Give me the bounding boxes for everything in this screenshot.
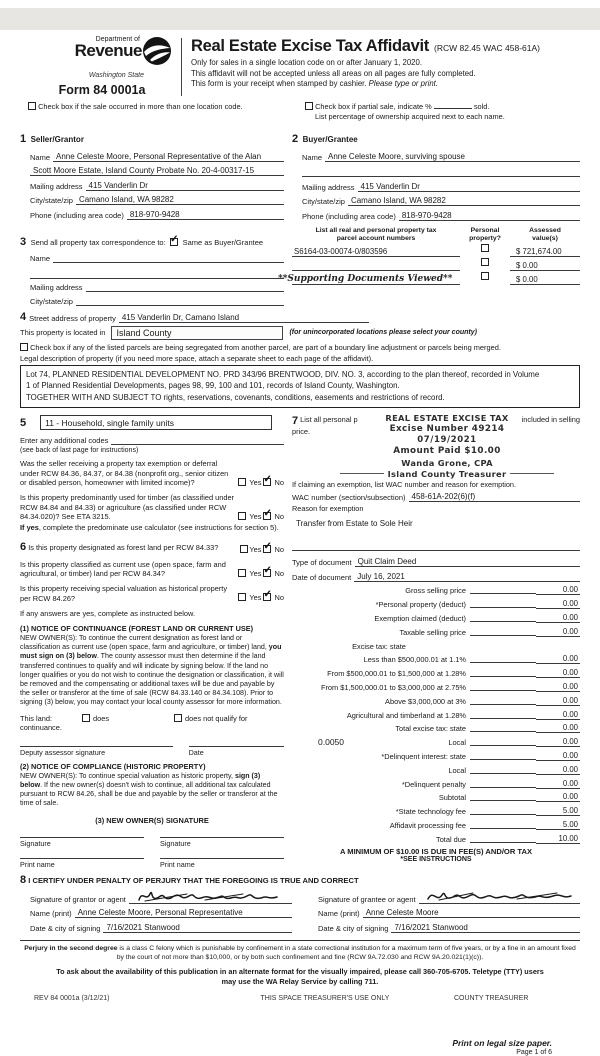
checkbox-s6-q3-yes[interactable] (238, 593, 246, 601)
seller-mailing-input[interactable]: 415 Vanderlin Dr (86, 181, 284, 191)
grantee-signature-block (318, 886, 580, 933)
stamp-line1: REAL ESTATE EXCISE TAX (385, 413, 509, 424)
fee-fill-line (470, 718, 536, 719)
fee-label: Total excise tax: state (395, 724, 466, 734)
s6-question1-text: Is this property designated as forest land per RCW 84.33? (28, 543, 219, 553)
fee-value[interactable]: 0.00 (536, 627, 580, 637)
section6-number: 6 (20, 541, 27, 554)
s5-if-yes-bold: If yes (20, 522, 39, 532)
excise-header-label: Excise tax: state (352, 641, 406, 651)
grantee-signature-image (425, 887, 575, 905)
street-address-label: Street address of property (29, 313, 116, 323)
fee-row-taxable (292, 623, 580, 637)
checkbox-segregated[interactable] (20, 343, 28, 351)
section5-6-column (20, 415, 292, 868)
fee-value[interactable]: 10.00 (536, 834, 580, 844)
excise-tax-state-header (292, 637, 580, 651)
no-label: No (274, 477, 284, 487)
fee-fill-line (470, 607, 536, 608)
fee-row-technology-fee (292, 802, 580, 816)
fee-label: From $1,500,000.01 to $3,000,000 at 2.75% (320, 682, 466, 692)
fee-label: Exemption claimed (deduct) (374, 613, 466, 623)
assessed-value-input-2[interactable]: $ 0.00 (510, 261, 580, 271)
checkbox-s5-q2-no[interactable] (263, 507, 272, 520)
dor-logo-block (20, 36, 172, 97)
grantee-date-label: Date & city of signing (318, 923, 389, 933)
checkbox-s6-q1-yes[interactable] (240, 545, 248, 553)
owner-signature-label-1: Signature (20, 838, 51, 848)
county-treasurer-label: COUNTY TREASURER (454, 994, 529, 1002)
fee-label: Taxable selling price (399, 627, 466, 637)
correspondence-mailing-input[interactable] (86, 283, 284, 292)
parcel-col-header-line1: List all real and personal property tax (315, 226, 437, 234)
fee-row-total-state (292, 720, 580, 734)
buyer-phone-label: Phone (including area code) (302, 211, 396, 221)
fee-value[interactable]: 0.00 (536, 585, 580, 595)
assessed-value-input-3[interactable]: $ 0.00 (510, 275, 580, 285)
fee-value[interactable]: 0.00 (536, 696, 580, 706)
supporting-documents-stamp-note: **Supporting Documents Viewed** (278, 274, 453, 285)
parcel-number-input-3[interactable] (278, 274, 460, 285)
no-label: No (274, 511, 284, 521)
fee-label: Agricultural and timberland at 1.28% (346, 710, 466, 720)
fee-label: Gross selling price (405, 586, 466, 596)
buyer-name-input[interactable]: Anne Celeste Moore, surviving spouse (325, 152, 580, 162)
correspondence-name-line2-input[interactable] (30, 268, 284, 279)
fee-value[interactable]: 0.00 (536, 723, 580, 733)
affidavit-page (0, 8, 600, 1056)
perjury-divider (20, 940, 580, 941)
checkbox-s6-q2-no-mark: ✓ (263, 565, 272, 576)
buyer-mailing-input[interactable]: 415 Vanderlin Dr (358, 182, 580, 192)
fee-value[interactable]: 0.00 (536, 737, 580, 747)
section4-number: 4 (20, 310, 27, 323)
section1-number: 1 (20, 133, 27, 145)
assessed-col-line2: value(s) (532, 234, 558, 242)
fee-value[interactable]: 0.00 (536, 682, 580, 692)
s7-intro-cont: price. (292, 427, 311, 437)
minimum-due-note: A MINIMUM OF $10.00 IS DUE IN FEE(S) AND/OR TAX (339, 846, 533, 856)
grantor-signature-block (30, 886, 292, 933)
fee-row-tier1 (292, 651, 580, 665)
fee-row-delinquent-interest-local (292, 761, 580, 775)
fee-value[interactable]: 0.00 (536, 751, 580, 761)
correspondence-city-label: City/state/zip (30, 296, 73, 306)
grantor-date-input[interactable]: 7/16/2021 Stanwood (103, 923, 292, 933)
scan-gray-band (0, 8, 600, 30)
local-rate: 0.0050 (318, 737, 344, 748)
rev-number: REV 84 0001a (3/12/21) (34, 994, 110, 1002)
yes-label: Yes (249, 477, 262, 487)
yes-label: Yes (249, 544, 262, 554)
fee-fill-line (470, 773, 536, 774)
section1-title: Seller/Grantor (30, 135, 84, 144)
fee-fill-line (470, 621, 536, 622)
notice1-bold: you must sign on (3) below (20, 643, 282, 661)
fee-row-subtotal (292, 789, 580, 803)
perjury-body: is a class C felony which is punishable by confinement in a state correctional institution for a maximum term of five years, or by a fine in an amount fixed by the court of not more than $10,000, or by both such confinement and fine (RCW 9A.72.030 and RCW 9A.20.021(1)(c)). (116, 944, 576, 962)
doc-date-label: Date of document (292, 572, 352, 582)
grantee-name-input[interactable]: Anne Celeste Moore (363, 908, 580, 918)
alt-format-note: To ask about the availability of this publication in an alternate format for the visually impaired, please call 360-705-6705. Teletype (TTY) users may use the WA Relay Service by calling 711. (56, 966, 544, 986)
parcel-number-input[interactable]: S6164-03-00074-0/803596 (292, 247, 460, 257)
fee-value[interactable]: 0.00 (536, 668, 580, 678)
fee-row-delinquent-interest-state (292, 747, 580, 761)
new-owner-signature-title: (3) NEW OWNER(S) SIGNATURE (95, 815, 209, 825)
fee-fill-line (470, 787, 536, 788)
header-divider (181, 38, 182, 96)
fee-fill-line (470, 759, 536, 760)
checkbox-personal-property-1[interactable] (481, 244, 489, 252)
checkbox-s6-q1-no-mark: ✓ (263, 540, 272, 552)
buyer-column (278, 127, 580, 306)
wac-number-label: WAC number (section/subsection) (292, 493, 406, 503)
notice2-title: (2) NOTICE OF COMPLIANCE (HISTORIC PROPERTY) (20, 761, 206, 771)
checkbox-multi-location[interactable] (28, 102, 36, 110)
seller-phone-input[interactable]: 818-970-9428 (127, 210, 284, 220)
fee-row-personal-deduct (292, 595, 580, 609)
s6-question3: Is this property receiving special valuation as historical property per RCW 84.26? (20, 584, 228, 603)
county-select[interactable]: Island County (111, 326, 283, 340)
correspondence-mailing-label: Mailing address (30, 283, 83, 292)
fee-value[interactable]: 0.00 (536, 779, 580, 789)
stamp-county-treasurer: Island County Treasurer (387, 468, 507, 479)
top-check-row (20, 102, 580, 121)
subtitle-line3-text: This form is your receipt when stamped by cashier. (191, 79, 369, 89)
fee-row-processing-fee (292, 816, 580, 830)
seller-phone-label: Phone (including area code) (30, 210, 124, 220)
fee-row-delinquent-penalty (292, 775, 580, 789)
fee-label: Local (448, 738, 466, 748)
fee-value[interactable]: 0.00 (536, 710, 580, 720)
deputy-date-label: Date (188, 747, 204, 757)
notice1-pre: NEW OWNER(S): To continue the current designation as forest land or classification as current use (open space, farm and agriculture, or timber) land, (20, 633, 269, 652)
section3-title: Send all property tax correspondence to: (30, 237, 166, 247)
legal-description-box[interactable] (20, 365, 580, 409)
fee-fill-line (470, 690, 536, 691)
fee-label: Total due (436, 834, 466, 844)
section4 (20, 311, 580, 409)
legal-line1: Lot 74, PLANNED RESIDENTIAL DEVELOPMENT NO. PRD 343/96 BRENTWOOD, DIV. NO. 3, according to the plan thereof, recorded in Volume (26, 369, 540, 379)
fee-label: *State technology fee (395, 807, 466, 817)
correspondence-name-input[interactable] (53, 254, 284, 263)
s5-if-yes-rest: , complete the predominate use calculator (see instructions for section 5). (38, 522, 279, 532)
revenue-wordmark: Revenue (74, 41, 142, 60)
checkbox-s5-q1-no-mark: ✓ (263, 473, 272, 485)
section7-column (292, 415, 580, 868)
grantor-name-label: Name (print) (30, 909, 72, 918)
rcw-reference: (RCW 82.45 WAC 458-61A) (434, 43, 540, 53)
seller-mailing-label: Mailing address (30, 181, 83, 191)
located-in-label: This property is located in (20, 328, 106, 337)
partial-sale-label: Check box if partial sale, indicate % (315, 102, 432, 111)
s6-question1 (20, 540, 240, 554)
yes-label: Yes (249, 569, 262, 578)
checkbox-s5-q1-no[interactable] (263, 473, 272, 486)
owner-print-label-1: Print name (20, 859, 55, 869)
continuance-label: continuance. (20, 722, 62, 732)
fee-value[interactable]: 0.00 (536, 792, 580, 802)
treasurer-use-only-label: THIS SPACE TREASURER'S USE ONLY (260, 994, 390, 1002)
fee-row-total-due (292, 830, 580, 844)
legal-description-label: Legal description of property (if you need more space, attach a separate sheet to each page of the affidavit). (20, 353, 374, 363)
checkbox-same-as-buyer-mark: ✓ (170, 233, 179, 245)
correspondence-name-label: Name (30, 254, 51, 263)
fee-row-agricultural (292, 706, 580, 720)
fee-value[interactable]: 5.00 (536, 806, 580, 816)
checkbox-s6-q1-no[interactable] (263, 540, 272, 553)
perjury-note (20, 944, 580, 963)
reason-blank-line[interactable] (292, 540, 580, 551)
section8-title: I CERTIFY UNDER PENALTY OF PERJURY THAT THE FOREGOING IS TRUE AND CORRECT (28, 875, 359, 885)
reason-for-exemption-input[interactable]: Transfer from Estate to Sole Heir (296, 519, 413, 529)
grantee-sig-label: Signature of grantee or agent (318, 894, 416, 904)
personal-col-line2: property? (469, 234, 501, 242)
parcel-col-header (292, 227, 460, 244)
fee-row-tier2 (292, 664, 580, 678)
parcel-col-header-line2: parcel account numbers (336, 234, 416, 242)
fee-label: From $500,000.01 to $1,500,000 at 1.28% (327, 669, 466, 679)
does-not-label: does not qualify for (185, 713, 248, 723)
seller-name-label: Name (30, 152, 51, 162)
grantor-name-input[interactable]: Anne Celeste Moore, Personal Representative (75, 908, 292, 918)
checkbox-partial-sale[interactable] (305, 102, 313, 110)
fee-label: Less than $500,000.01 at 1.1% (363, 655, 466, 665)
checkbox-s6-q2-no[interactable] (263, 565, 272, 577)
s5-question1: Was the seller receiving a property tax exemption or deferral under RCW 84.36, 84.37, or 84.38 (nonprofit org., senior citizen or disabled person, homeowner with limited income)? (20, 459, 229, 488)
grantee-name-label: Name (print) (318, 909, 360, 918)
subtitle-line3 (191, 79, 580, 90)
fee-label: *Personal property (deduct) (375, 600, 466, 610)
section7-number: 7 (292, 415, 299, 428)
no-label: No (274, 593, 284, 603)
fee-row-tier4 (292, 692, 580, 706)
see-back-note: (see back of last page for instructions) (20, 447, 139, 455)
checkbox-s5-q1-yes[interactable] (238, 478, 246, 486)
notice2-pre: NEW OWNER(S): To continue special valuation as historic property, (20, 771, 235, 780)
section8-number: 8 (20, 873, 27, 886)
assessed-col-line1: Assessed (529, 226, 561, 234)
checkbox-s6-q3-no-mark: ✓ (263, 589, 272, 601)
this-land-label: This land: (20, 713, 53, 723)
reason-for-exemption-label: Reason for exemption (292, 504, 364, 514)
owner-print-label-2: Print name (160, 859, 195, 869)
seller-name-input-line2[interactable]: Scott Moore Estate, Island County Probate No. 20-4-00317-15 (30, 166, 284, 176)
notice1-body (20, 634, 284, 708)
seller-name-input[interactable]: Anne Celeste Moore, Personal Representative of the Alan (53, 152, 284, 162)
section3-number: 3 (20, 235, 27, 248)
legal-line2: 1 of Planned Residential Developments, pages 98, 99, 100 and 101, records of Island County, Washington. (26, 381, 400, 391)
fee-fill-line (470, 828, 536, 829)
checkbox-personal-property-2[interactable] (481, 258, 489, 266)
notice2-body (20, 772, 284, 809)
buyer-city-label: City/state/zip (302, 197, 345, 206)
seller-column (20, 127, 292, 306)
fee-value[interactable]: 5.00 (536, 820, 580, 830)
yes-label: Yes (249, 593, 262, 603)
owner-signature-label-2: Signature (160, 838, 191, 848)
fee-fill-line (470, 745, 536, 746)
subtitle-line2: This affidavit will not be accepted unless all areas on all pages are fully completed. (191, 68, 476, 78)
checkbox-s6-q2-yes[interactable] (238, 569, 246, 577)
fee-row-tier3 (292, 678, 580, 692)
ownership-percent-note: List percentage of ownership acquired next to each name. (315, 112, 505, 121)
notice2-bold: sign (3) below (20, 771, 261, 789)
page-title: Real Estate Excise Tax Affidavit (191, 37, 430, 55)
s5-if-yes-note (20, 523, 284, 533)
checkbox-same-as-buyer[interactable] (170, 233, 179, 246)
checkbox-s5-q2-yes[interactable] (238, 512, 246, 520)
fee-label: Above $3,000,000 at 3% (385, 696, 466, 706)
no-label: No (274, 569, 284, 578)
parcel-row (292, 243, 580, 257)
stamp-excise-number: Excise Number 49214 (389, 423, 505, 434)
additional-codes-input[interactable] (111, 436, 284, 445)
stamp-dash-right (510, 473, 554, 474)
exemption-note: If claiming an exemption, list WAC number and reason for exemption. (292, 480, 517, 490)
fee-fill-line (470, 593, 536, 594)
buyer-name-label: Name (302, 152, 323, 162)
fee-fill-line (470, 704, 536, 705)
fee-label: *Delinquent interest: state (381, 751, 466, 761)
buyer-city-input[interactable]: Camano Island, WA 98282 (348, 196, 580, 206)
grantor-signature-image (135, 887, 285, 905)
parcel-row (278, 271, 580, 285)
see-instructions-note: *SEE INSTRUCTIONS (400, 855, 472, 863)
fee-fill-line (470, 676, 536, 677)
fee-row-gross (292, 582, 580, 596)
dept-of-label: Department of (95, 36, 140, 43)
fee-fill-line (470, 662, 536, 663)
personal-col-line1: Personal (470, 226, 500, 234)
parcel-number-input-2[interactable] (292, 270, 460, 271)
fee-fill-line (470, 635, 536, 636)
grantor-sig-label: Signature of grantor or agent (30, 894, 126, 904)
doc-type-input[interactable]: Quit Claim Deed (355, 557, 580, 567)
fee-row-local (292, 733, 580, 747)
stamp-dash-left (340, 473, 384, 474)
subtitle-line1: Only for sales in a single location code on or after January 1, 2020. (191, 58, 423, 67)
same-as-buyer-label: Same as Buyer/Grantee (182, 237, 264, 247)
partial-sale-percent-input[interactable] (434, 102, 472, 109)
seller-city-label: City/state/zip (30, 196, 73, 205)
stamp-date: 07/19/2021 (417, 435, 477, 446)
assessed-value-col-header (510, 227, 580, 244)
fee-value[interactable]: 0.00 (536, 613, 580, 623)
notice1-title: (1) NOTICE OF CONTINUANCE (FOREST LAND OR CURRENT USE) (20, 623, 254, 633)
washington-state-label: Washington State (88, 72, 144, 79)
treasurer-stamp (340, 413, 554, 479)
yes-label: Yes (249, 511, 262, 521)
grantee-date-input[interactable]: 7/16/2021 Stanwood (391, 923, 580, 933)
doc-date-input[interactable]: July 16, 2021 (354, 572, 580, 582)
fee-fill-line (470, 800, 536, 801)
footer-row (20, 995, 580, 1002)
deputy-signature-label: Deputy assessor signature (20, 747, 106, 757)
fee-label: Local (448, 765, 466, 775)
parcel-row (292, 257, 580, 271)
street-address-input[interactable]: 415 Vanderlin Dr, Camano Island (119, 313, 369, 323)
checkbox-land-does[interactable] (82, 714, 90, 722)
checkbox-s6-q3-no[interactable] (263, 589, 272, 601)
grantor-date-label: Date & city of signing (30, 923, 101, 933)
multi-location-label: Check box if the sale occurred in more than one location code. (38, 102, 243, 111)
seller-city-input[interactable]: Camano Island, WA 98282 (76, 195, 284, 205)
additional-codes-label: Enter any additional codes (20, 436, 109, 446)
s5-question2: Is this property predominantly used for timber (as classified under RCW 84.84 and 84.33) or agriculture (as classified under RCW 84.34.020)? See ETA 3215. (20, 492, 235, 522)
revenue-swirl-logo-icon (142, 36, 172, 71)
grantee-signature-field[interactable] (419, 889, 580, 904)
fee-value[interactable]: 0.00 (536, 654, 580, 664)
form-header (20, 36, 580, 97)
print-note: Print on legal size paper. (452, 1037, 552, 1048)
notice1-post: . The county assessor must then determine if the land transferred continues to qualify and will indicate by signing below. If the land no longer qualifies or you do not wish to continue the designation or classification, it will be removed and the compensating or additional taxes will be due and payable by the seller or transferor at the time of sale (RCW 84.33.140 or 84.34.108). Prior to signing (3) below, you may contact your local county assessor for more information. (20, 652, 284, 707)
does-label: does (93, 713, 110, 723)
checkbox-s5-q2-no-mark: ✓ (263, 507, 272, 519)
wac-number-input[interactable]: 458-61A-202(6)(f) (409, 492, 580, 502)
doc-type-label: Type of document (292, 558, 352, 568)
buyer-name-line2-input[interactable] (302, 166, 580, 177)
fee-row-exemption-deduct (292, 609, 580, 623)
s6-question2: Is this property classified as current use (open space, farm and agricultural, or timber) land per RCW 84.34? (20, 559, 226, 579)
notice2-post: . If the new owner(s) doesn't wish to continue, all additional tax calculated pursuant to RCW 84.26, shall be due and payable by the seller or transferor at the time of sale. (20, 780, 278, 808)
page-number: Page 1 of 6 (516, 1048, 552, 1056)
fee-value[interactable]: 0.00 (536, 765, 580, 775)
section8 (20, 874, 580, 933)
partial-sale-sold-label: sold. (473, 102, 490, 111)
fee-fill-line (470, 814, 536, 815)
fee-label: Subtotal (438, 793, 466, 803)
fee-label: Affidavit processing fee (389, 820, 466, 830)
checkbox-land-does-not[interactable] (174, 714, 182, 722)
subtitle-line3-italic: Please type or print. (368, 79, 439, 89)
segregated-label: Check box if any of the listed parcels are being segregated from another parcel, are part of a boundary line adjustment or parcels being merged. (30, 342, 501, 352)
perjury-lead: Perjury in the second degree (24, 944, 118, 952)
any-yes-note: If any answers are yes, complete as instructed below. (20, 609, 195, 619)
stamp-treasurer-name: Wanda Grone, CPA (401, 457, 493, 468)
section2-number: 2 (292, 133, 299, 145)
legal-line3: TOGETHER WITH AND SUBJECT TO rights, reservations, covenants, conditions, easements and restrictions of record. (26, 393, 445, 403)
grantor-signature-field[interactable] (129, 889, 292, 904)
land-use-code-select[interactable]: 11 - Household, single family units (40, 415, 272, 430)
checkbox-personal-property-3[interactable] (481, 272, 489, 280)
s7-intro-right: included in selling (521, 415, 580, 425)
fee-value[interactable]: 0.00 (536, 599, 580, 609)
s7-intro-left: List all personal p (300, 415, 358, 425)
section2-title: Buyer/Grantee (302, 135, 358, 144)
form-number: Form 84 0001a (58, 83, 146, 97)
buyer-phone-input[interactable]: 818-970-9428 (399, 211, 580, 221)
assessed-value-input[interactable]: $ 721,674.00 (510, 247, 580, 257)
county-note: (for unincorporated locations please select your county) (289, 329, 477, 336)
no-label: No (274, 544, 284, 554)
fee-fill-line (470, 731, 536, 732)
section5-number: 5 (20, 416, 27, 429)
stamp-amount-paid: Amount Paid $10.00 (393, 446, 501, 457)
buyer-mailing-label: Mailing address (302, 182, 355, 192)
parcel-table (278, 226, 580, 286)
fee-label: *Delinquent penalty (401, 779, 466, 789)
fee-fill-line (470, 842, 536, 843)
correspondence-city-input[interactable] (76, 297, 284, 306)
